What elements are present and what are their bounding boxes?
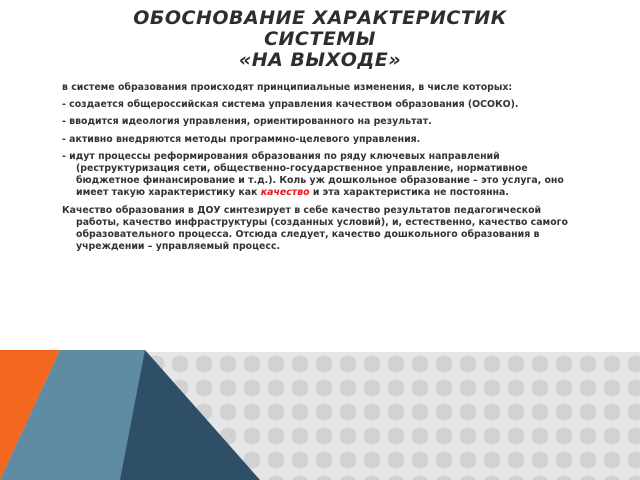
paragraph-5 [62, 151, 582, 200]
paragraph-3: - вводится идеология управления, ориентированного на результат. [62, 116, 432, 128]
paragraph-6: Качество образования в ДОУ синтезирует в себе качество результатов педагогической работы, качество инфраструктуры (созданных условий), и, естественно, качество самого образовательного процесса. Отсюда следует, качество дошкольного образования в учреждении – управляемый процесс. [62, 204, 568, 253]
paragraph-4: - активно внедряются методы программно-целевого управления. [62, 133, 421, 145]
paragraph-5-text-after: и эта характеристика не постоянна. [309, 187, 509, 199]
paragraph-2: - создается общероссийская система управления качеством образования (ОСОКО). [62, 99, 519, 111]
paragraph-5-text-before: - идут процессы реформирования образования по ряду ключевых направлений (реструктуризация сети, общественно-государственное управление, нормативное бюджетное финансирование и т.д.). Коль уж дошкольное образование – это услуга, оно имеет такую характеристику как [62, 150, 564, 199]
paragraph-1: в системе образования происходят принципиальные изменения, в числе которых: [62, 82, 513, 93]
title-line-2: СИСТЕМЫ [264, 28, 376, 50]
highlight-word-quality: качество [260, 187, 310, 199]
slide-body [62, 82, 582, 258]
title-line-3: «НА ВЫХОДЕ» [238, 49, 402, 71]
slide-title [60, 8, 580, 71]
title-line-1: ОБОСНОВАНИЕ ХАРАКТЕРИСТИК [133, 7, 507, 29]
